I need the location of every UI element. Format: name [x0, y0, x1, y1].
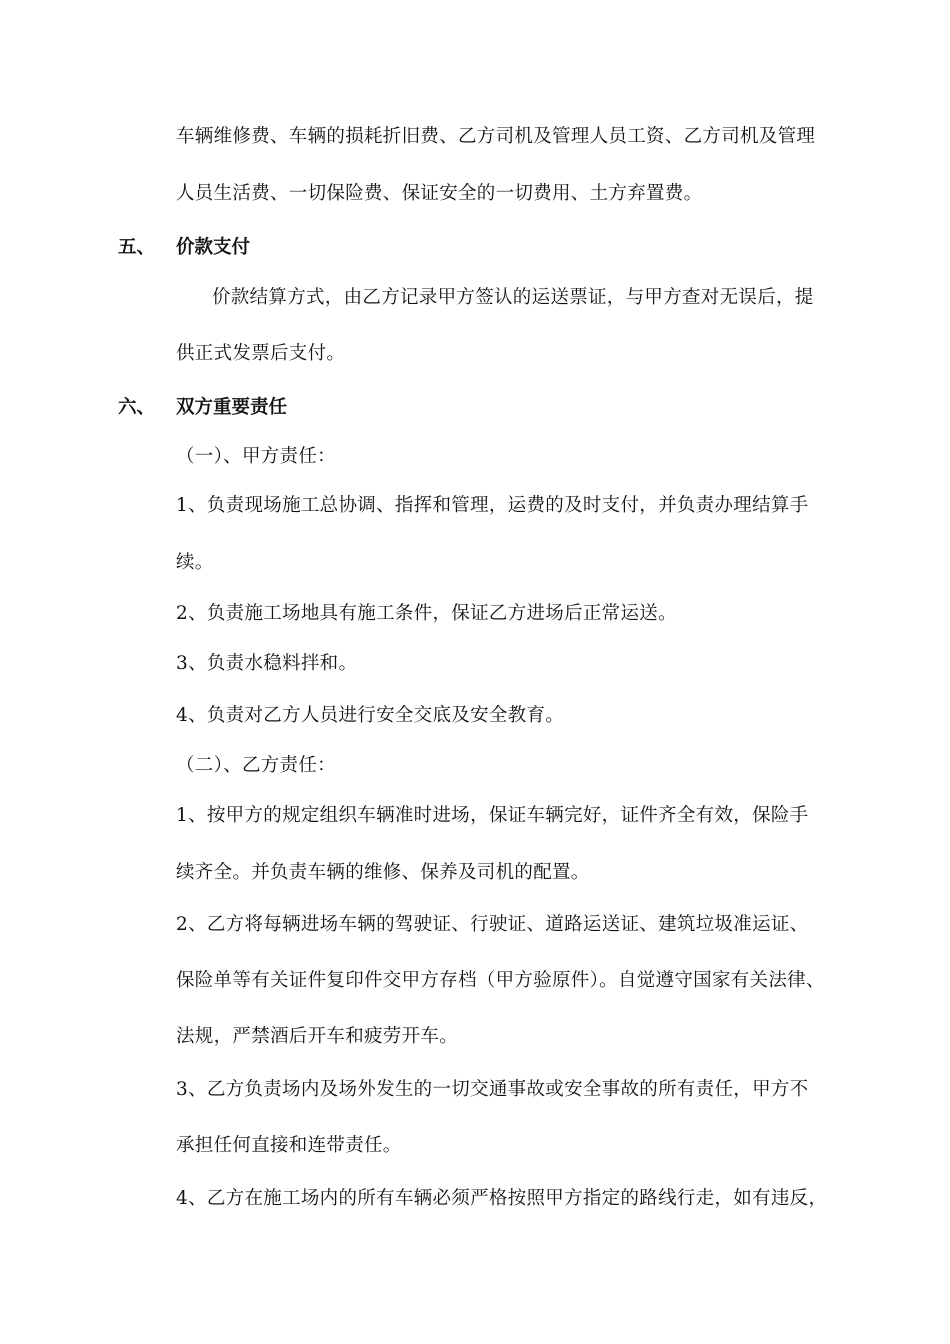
- list-item-line: 1、负责现场施工总协调、指挥和管理，运费的及时支付，并负责办理结算手: [176, 495, 809, 516]
- list-item-line: 续齐全。并负责车辆的维修、保养及司机的配置。: [176, 862, 590, 883]
- paragraph-line: 车辆维修费、车辆的损耗折旧费、乙方司机及管理人员工资、乙方司机及管理: [176, 126, 816, 147]
- list-item-line: 2、负责施工场地具有施工条件，保证乙方进场后正常运送。: [176, 603, 677, 624]
- list-item-line: 1、按甲方的规定组织车辆准时进场，保证车辆完好，证件齐全有效，保险手: [176, 805, 809, 826]
- list-item-line: 续。: [176, 552, 214, 573]
- paragraph-line: 人员生活费、一切保险费、保证安全的一切费用、土方弃置费。: [176, 183, 703, 204]
- paragraph-line: 供正式发票后支付。: [176, 343, 346, 364]
- section-title: 双方重要责任: [176, 397, 288, 418]
- list-item-line: 4、负责对乙方人员进行安全交底及安全教育。: [176, 705, 565, 726]
- section-number: 五、: [118, 237, 156, 258]
- subsection-heading: （一）、甲方责任：: [176, 446, 336, 467]
- list-item-line: 4、乙方在施工场内的所有车辆必须严格按照甲方指定的路线行走，如有违反，: [176, 1188, 828, 1209]
- list-item-line: 保险单等有关证件复印件交甲方存档（甲方验原件）。自觉遵守国家有关法律、: [176, 970, 825, 991]
- list-item-line: 承担任何直接和连带责任。: [176, 1135, 402, 1156]
- list-item-line: 3、负责水稳料拌和。: [176, 653, 358, 674]
- section-title: 价款支付: [176, 237, 251, 258]
- subsection-heading: （二）、乙方责任：: [176, 755, 336, 776]
- paragraph-line: 价款结算方式，由乙方记录甲方签认的运送票证，与甲方查对无误后，提: [212, 287, 814, 308]
- list-item-line: 法规，严禁酒后开车和疲劳开车。: [176, 1026, 459, 1047]
- list-item-line: 2、乙方将每辆进场车辆的驾驶证、行驶证、道路运送证、建筑垃圾准运证、: [176, 914, 809, 935]
- list-item-line: 3、乙方负责场内及场外发生的一切交通事故或安全事故的所有责任，甲方不: [176, 1079, 809, 1100]
- section-number: 六、: [118, 397, 156, 418]
